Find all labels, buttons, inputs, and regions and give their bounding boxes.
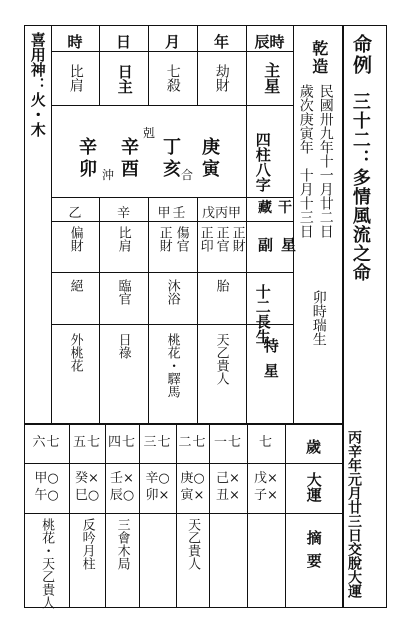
luck-pillar-char: 庚	[180, 471, 194, 486]
branch-year: 寅	[202, 159, 220, 180]
sub-star-year-1: 正財	[229, 226, 245, 252]
stem-hour: 辛	[79, 137, 97, 158]
sub-star-month-1: 傷官	[173, 226, 189, 252]
main-star-day: 日主	[115, 64, 134, 94]
luck-mark: ×	[193, 488, 205, 503]
luck-cycle-label: 大運	[304, 472, 323, 502]
grid-line	[24, 423, 343, 425]
luck-age-label: 歲	[305, 438, 321, 456]
luck-age: 一七	[213, 435, 242, 450]
branch-day: 酉	[121, 159, 139, 180]
grid-line	[51, 272, 294, 273]
grid-line	[246, 25, 247, 423]
luck-age: 三七	[143, 435, 172, 450]
luck-age: 五七	[72, 435, 101, 450]
hour-branch-label: 辰時	[254, 33, 285, 51]
sub-star-year-2: 正官	[213, 226, 229, 252]
special-star-year: 天乙貴人	[213, 333, 229, 385]
luck-age: 四七	[107, 435, 136, 450]
grid-line	[51, 105, 294, 106]
four-pillars-label: 四柱八字	[253, 132, 272, 192]
luck-age: 六七	[32, 435, 61, 450]
special-star-label: 特星	[261, 338, 280, 388]
grid-line	[342, 25, 344, 608]
pillar-header-year: 年	[213, 33, 229, 51]
luck-pillar-char: 卯	[145, 488, 159, 503]
hidden-stem-hour: 乙	[68, 206, 82, 221]
luck-note: 三會木局	[114, 518, 130, 570]
luck-age: 七	[258, 435, 273, 450]
luck-mark: ×	[267, 471, 278, 486]
hidden-stems-label: 藏干	[258, 200, 298, 216]
stem-year: 庚	[202, 137, 220, 158]
grid-line	[51, 25, 52, 423]
grid-line	[24, 463, 342, 464]
luck-start-date: 丙辛年元月廿三日交脫大運	[346, 430, 362, 598]
main-star-month: 七殺	[164, 64, 181, 92]
grid-line	[99, 197, 100, 423]
stem-month: 丁	[163, 137, 181, 158]
page-title: 命例	[349, 34, 372, 76]
luck-mark: ○	[122, 488, 135, 503]
luck-pillar	[209, 470, 247, 504]
birth-line-1: 民國卅九年十一月廿二日	[317, 84, 334, 238]
luck-mark: ×	[88, 471, 99, 486]
pillar-header-month: 月	[164, 33, 180, 51]
main-star-label: 主星	[261, 62, 281, 94]
sub-star-day: 比肩	[115, 226, 131, 252]
luck-pillar-char: 巳	[74, 488, 88, 503]
luck-note: 反吟月柱	[79, 518, 95, 570]
sub-star-month-2: 正財	[156, 226, 172, 252]
pillar-header-day: 日	[115, 33, 131, 51]
luck-pillar	[105, 470, 139, 504]
special-star-day: 日祿	[115, 333, 131, 359]
luck-mark: ○	[47, 471, 59, 486]
grid-line	[247, 423, 248, 608]
luck-pillar-char: 戊	[254, 471, 268, 486]
luck-pillar-char: 寅	[180, 488, 194, 503]
hidden-stem-year: 戊丙甲	[201, 206, 242, 221]
grid-line	[51, 197, 294, 198]
luck-pillar-char: 辰	[109, 488, 123, 503]
grid-line	[69, 423, 70, 608]
grid-line	[176, 423, 177, 608]
grid-line	[139, 423, 140, 608]
twelve-stage-hour: 絕	[67, 279, 83, 292]
luck-mark: ×	[229, 471, 240, 486]
luck-mark: ○	[47, 488, 59, 503]
luck-mark: ×	[267, 488, 278, 503]
favorable-elements: 喜用神：火・木	[28, 32, 47, 137]
luck-pillar-char: 壬	[110, 471, 124, 486]
luck-pillar	[176, 470, 209, 504]
main-star-year: 劫財	[213, 64, 230, 92]
hidden-stem-day: 辛	[116, 206, 130, 221]
twelve-stage-year: 胎	[213, 279, 229, 292]
main-star-hour: 比肩	[67, 64, 84, 92]
sub-star-year-3: 正印	[197, 226, 213, 252]
luck-pillar	[247, 470, 285, 504]
birth-time: 卯時瑞生	[310, 290, 327, 346]
luck-note: 天乙貴人	[185, 518, 201, 570]
stem-day: 辛	[121, 137, 139, 158]
luck-pillar-char: 午	[34, 488, 48, 503]
luck-mark: ○	[158, 471, 170, 486]
special-star-hour: 外桃花	[67, 333, 83, 372]
luck-pillar-char: 子	[254, 488, 268, 503]
luck-notes-label: 摘要	[304, 530, 323, 576]
pillar-header-hour: 時	[67, 33, 83, 51]
twelve-stage-day: 臨官	[115, 279, 131, 305]
gender-label: 乾造	[309, 40, 329, 76]
hidden-stem-month: 甲壬	[157, 206, 188, 221]
luck-pillar-char: 癸	[75, 471, 89, 486]
luck-mark: ×	[123, 471, 134, 486]
luck-pillar	[139, 470, 176, 504]
luck-mark: ×	[229, 488, 240, 503]
luck-age: 二七	[178, 435, 207, 450]
combine-mark: 合	[181, 168, 194, 182]
luck-pillar-char: 己	[216, 471, 230, 486]
luck-pillar-char: 辛	[145, 471, 159, 486]
luck-pillar-char: 甲	[34, 471, 48, 486]
branch-month: 亥	[163, 159, 181, 180]
luck-mark: ○	[193, 471, 205, 486]
sub-star-label: 副星	[258, 236, 305, 254]
grid-line	[148, 197, 149, 423]
birth-line-2: 歲次庚寅年 十月十三日	[297, 84, 314, 238]
clash-mark: 沖	[102, 168, 115, 182]
grid-line	[209, 423, 210, 608]
grid-line	[51, 221, 294, 222]
luck-pillar	[69, 470, 105, 504]
sub-star-hour: 偏財	[67, 226, 83, 252]
luck-note: 桃花・天乙貴人	[39, 518, 55, 609]
grid-line	[293, 25, 294, 423]
case-subtitle: 三十二：多情風流之命	[349, 92, 371, 282]
conquer-mark: 剋	[143, 126, 156, 140]
twelve-stage-month: 沐浴	[164, 279, 180, 305]
grid-line	[24, 513, 342, 514]
luck-pillar	[24, 470, 69, 504]
branch-hour: 卯	[79, 159, 97, 180]
twelve-stages-label: 十二長生	[253, 284, 272, 344]
grid-line	[105, 423, 106, 608]
luck-pillar-char: 丑	[216, 488, 230, 503]
luck-mark: ×	[158, 488, 170, 503]
special-star-month: 桃花・驛馬	[164, 333, 180, 398]
luck-mark: ○	[87, 488, 100, 503]
